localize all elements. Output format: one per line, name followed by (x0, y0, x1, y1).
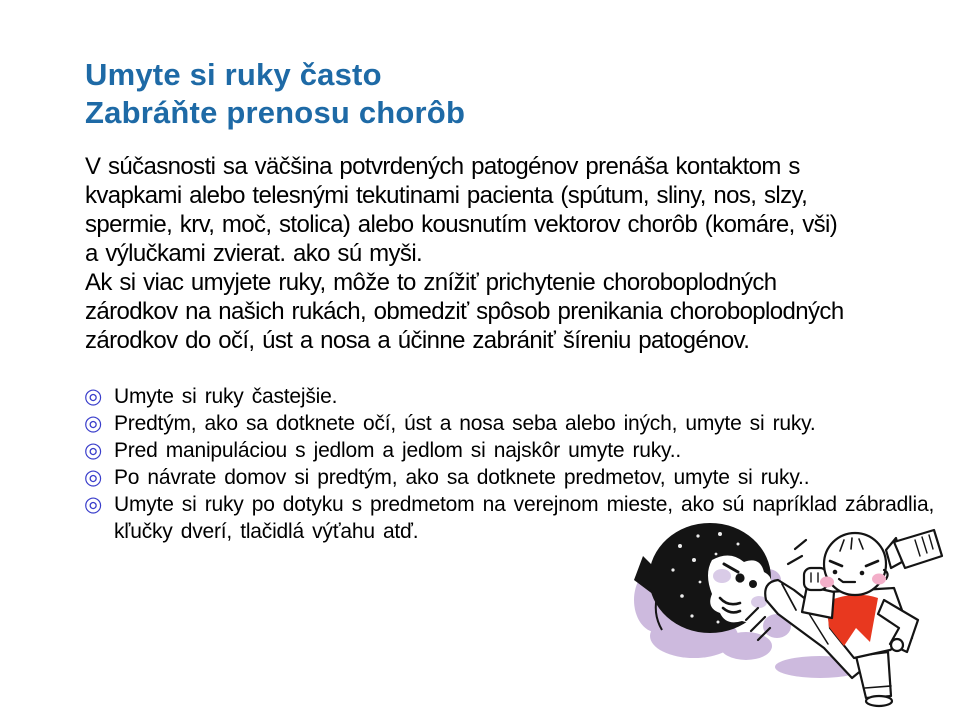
slide-title (85, 56, 465, 132)
bullseye-bullet-icon: ◎ (84, 439, 103, 462)
paragraph-line: V súčasnosti sa väčšina potvrdených patogénov prenáša kontaktom s (85, 153, 800, 180)
paragraph-line: zárodkov do očí, úst a nosa a účinne zabrániť šíreniu patogénov. (85, 327, 750, 354)
paragraph-line: kvapkami alebo telesnými tekutinami pacienta (spútum, sliny, nos, slzy, (85, 182, 808, 209)
list-item-text: Pred manipuláciou s jedlom a jedlom si najskôr umyte ruky.. (114, 439, 682, 462)
child-character (765, 530, 942, 706)
list-item-text: Umyte si ruky častejšie. (114, 385, 338, 408)
list-item-text: Umyte si ruky po dotyku s predmetom na verejnom mieste, ako sú napríklad zábradlia, kľučky dverí, tlačidlá výťahu atď. (114, 493, 935, 543)
bullseye-bullet-icon: ◎ (84, 412, 103, 435)
list-item-text: Predtým, ako sa dotknete očí, úst a nosa seba alebo iných, umyte si ruky. (114, 412, 816, 435)
bullseye-bullet-icon: ◎ (84, 385, 103, 408)
paragraph-line: zárodkov na našich rukách, obmedziť spôsob prenikania choroboplodných (85, 298, 844, 325)
bullseye-bullet-icon: ◎ (84, 466, 103, 489)
list-item (84, 383, 942, 410)
list-item-text: Po návrate domov si predtým, ako sa dotknete predmetov, umyte si ruky.. (114, 466, 810, 489)
list-item (84, 410, 942, 437)
slide-title-line-1: Umyte si ruky často (85, 57, 382, 92)
paragraph-line: Ak si viac umyjete ruky, môže to znížiť prichytenie choroboplodných (85, 269, 777, 296)
paragraph-line: spermie, krv, moč, stolica) alebo kousnutím vektorov chorôb (komáre, vši) (85, 211, 838, 238)
intro-paragraph (85, 152, 844, 355)
paragraph-line: a výlučkami zvierat. ako sú myši. (85, 240, 423, 267)
list-item (84, 464, 942, 491)
bullseye-bullet-icon: ◎ (84, 493, 103, 516)
list-item (84, 437, 942, 464)
slide-title-line-2: Zabráňte prenosu chorôb (85, 95, 466, 130)
illustration-child-kicking-germ (628, 518, 948, 716)
